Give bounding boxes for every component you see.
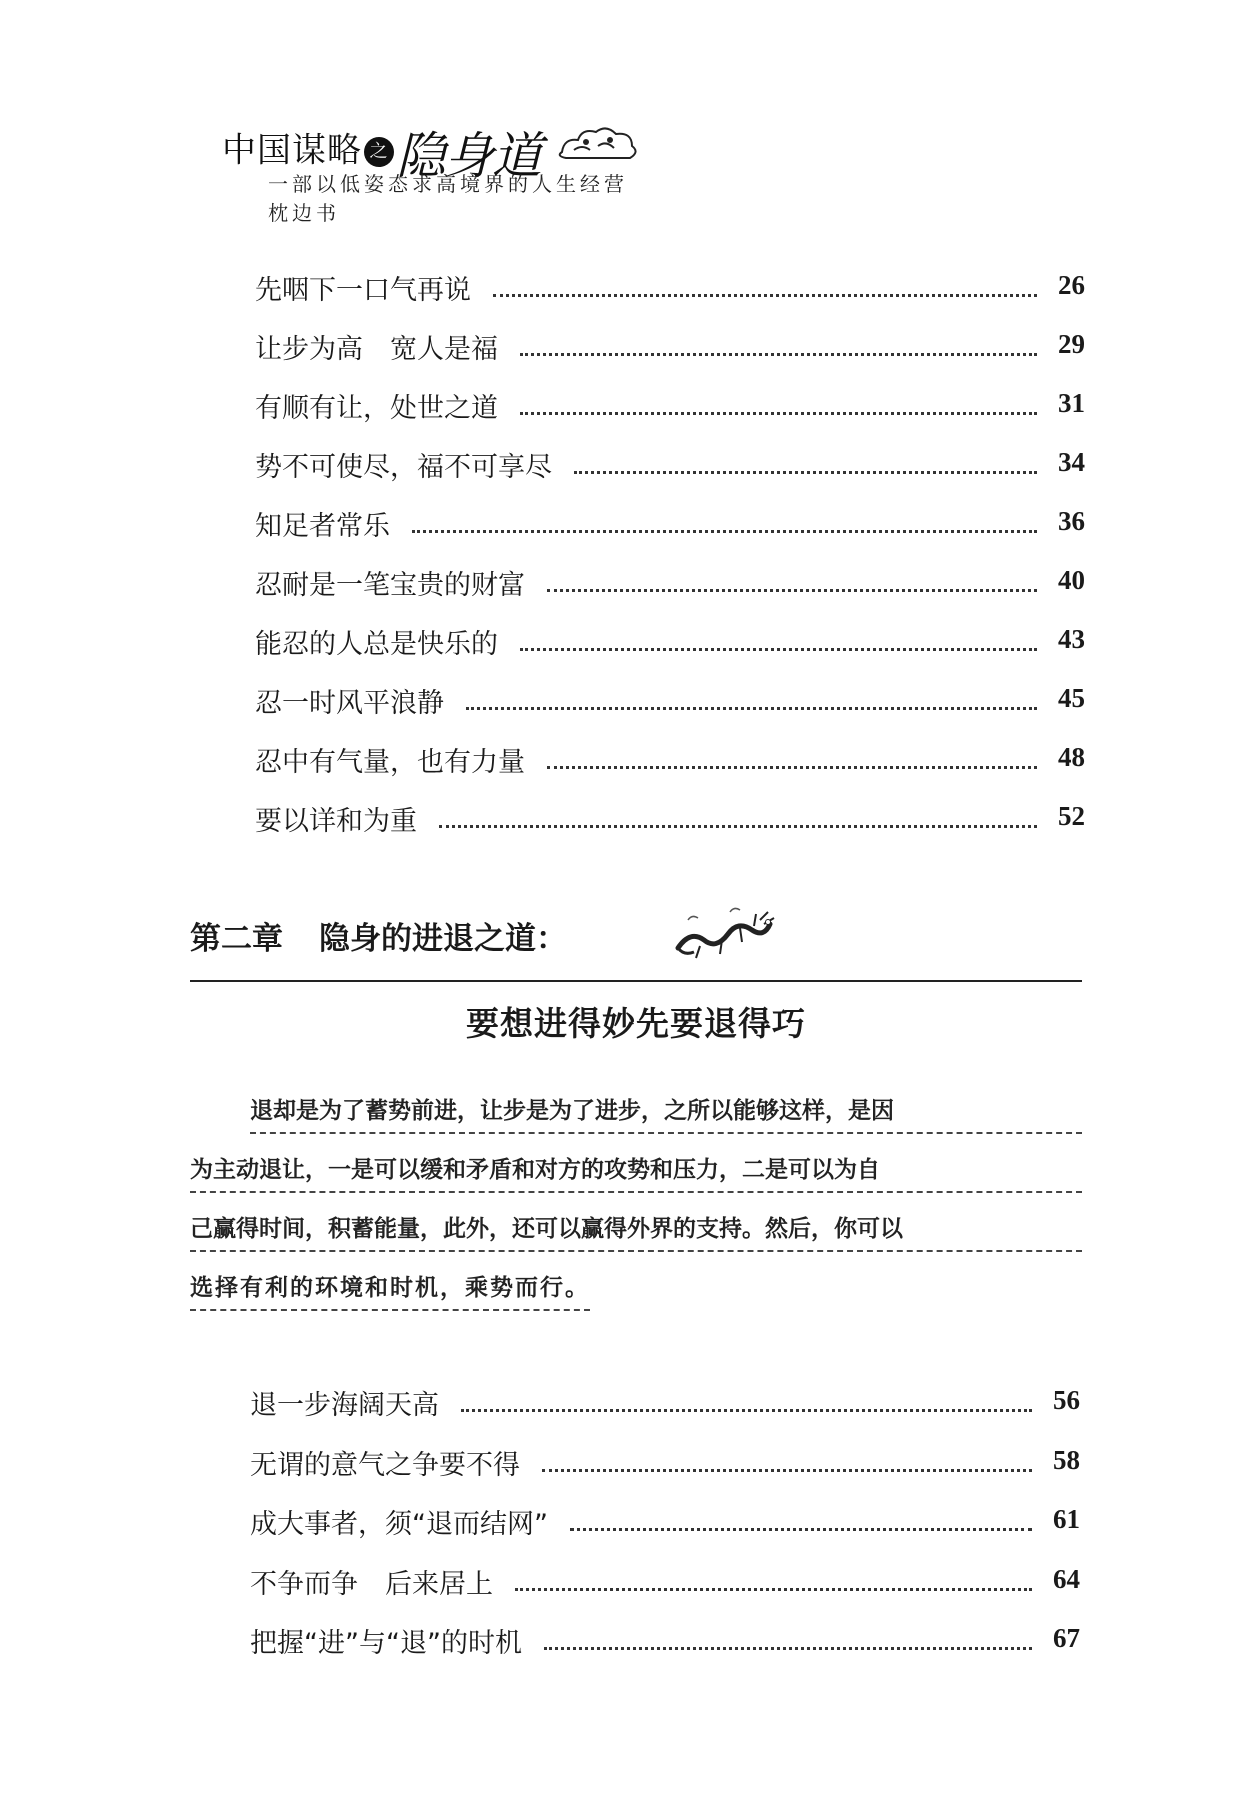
toc-leader-dots: [542, 1469, 1032, 1472]
brand-calligraphy-title: 隐身道: [396, 127, 540, 185]
toc-entry[interactable]: [0, 327, 1256, 371]
toc-entry-title: 不争而争 后来居上: [250, 1568, 493, 1600]
cloud-ornament-icon: [552, 120, 642, 170]
toc-entry[interactable]: [0, 740, 1256, 784]
series-title-text: 中国谋略: [222, 130, 362, 171]
zhi-circle-mark: 之: [364, 137, 394, 167]
toc-entry-page: 48: [1058, 742, 1085, 772]
toc-entry-page: 61: [1053, 1504, 1080, 1534]
toc-leader-dots: [547, 589, 1037, 592]
toc-entry-page: 43: [1058, 624, 1085, 654]
toc-entry-page: 67: [1053, 1623, 1080, 1653]
toc-entry[interactable]: [0, 681, 1256, 725]
toc-entry-page: 34: [1058, 447, 1085, 477]
chapter-subtitle: 要想进得妙先要退得巧: [466, 1004, 806, 1043]
toc-entry-title: 让步为高 宽人是福: [255, 334, 498, 365]
toc-leader-dots: [570, 1528, 1032, 1531]
toc-leader-dots: [544, 1647, 1032, 1650]
toc-entry-title: 忍耐是一笔宝贵的财富: [255, 570, 525, 601]
toc-entry-title: 退一步海阔天高: [250, 1390, 439, 1421]
toc-entry-title: 能忍的人总是快乐的: [255, 629, 498, 660]
toc-leader-dots: [520, 648, 1037, 651]
book-tagline: 一部以低姿态求高境界的人生经营枕边书: [268, 172, 628, 225]
intro-line: 退却是为了蓄势前进，让步是为了进步，之所以能够这样，是因: [250, 1092, 1082, 1134]
toc-entry-title: 无谓的意气之争要不得: [250, 1449, 520, 1481]
toc-entry-page: 52: [1058, 801, 1085, 831]
toc-leader-dots: [466, 707, 1037, 710]
toc-leader-dots: [520, 353, 1037, 356]
intro-line: 己赢得时间，积蓄能量，此外，还可以赢得外界的支持。然后，你可以: [190, 1210, 1082, 1252]
toc-leader-dots: [547, 766, 1037, 769]
toc-entry-title: 知足者常乐: [255, 511, 390, 542]
book-header: [222, 98, 642, 225]
toc-leader-dots: [439, 825, 1037, 828]
toc-entry-title: 先咽下一口气再说: [255, 275, 471, 306]
toc-leader-dots: [461, 1409, 1032, 1412]
toc-leader-dots: [520, 412, 1037, 415]
toc-entry-title: 忍中有气量，也有力量: [255, 747, 525, 778]
toc-leader-dots: [493, 294, 1037, 297]
toc-entry[interactable]: [0, 1562, 1256, 1606]
toc-entry-page: 31: [1058, 388, 1085, 418]
toc-entry-title: 成大事者，须“退而结网”: [250, 1509, 548, 1540]
intro-line: 为主动退让，一是可以缓和矛盾和对方的攻势和压力，二是可以为自: [190, 1151, 1082, 1193]
toc-entry[interactable]: [0, 799, 1256, 843]
toc-leader-dots: [412, 530, 1037, 533]
toc-entry-page: 40: [1058, 565, 1085, 595]
toc-entry-title: 势不可使尽，福不可享尽: [255, 452, 552, 483]
toc-entry-page: 26: [1058, 270, 1085, 300]
toc-entry-page: 36: [1058, 506, 1085, 536]
toc-leader-dots: [515, 1588, 1032, 1591]
toc-entry-page: 45: [1058, 683, 1085, 713]
intro-line: 选择有利的环境和时机，乘势而行。: [190, 1269, 590, 1311]
toc-entry[interactable]: [0, 386, 1256, 430]
toc-entry-title: 忍一时风平浪静: [255, 688, 444, 719]
toc-entry[interactable]: [0, 622, 1256, 666]
toc-entry-page: 58: [1053, 1444, 1080, 1475]
toc-entry[interactable]: [0, 504, 1256, 548]
toc-entry-title: 要以详和为重: [255, 806, 417, 837]
chapter-title: 隐身的进退之道：: [319, 921, 567, 957]
toc-leader-dots: [574, 471, 1037, 474]
chapter-heading: [190, 913, 567, 958]
toc-entry-title: 把握“进”与“退”的时机: [250, 1628, 522, 1659]
toc-entry[interactable]: [0, 445, 1256, 489]
toc-entry-title: 有顺有让，处世之道: [255, 393, 498, 424]
toc-entry[interactable]: [0, 1502, 1256, 1546]
toc-entry[interactable]: [0, 1621, 1256, 1665]
toc-entry[interactable]: [0, 1443, 1256, 1487]
toc-entry-page: 29: [1058, 329, 1085, 359]
chapter-divider: [190, 980, 1082, 982]
toc-entry[interactable]: [0, 1383, 1256, 1427]
toc-entry[interactable]: [0, 268, 1256, 312]
toc-entry-page: 56: [1053, 1385, 1080, 1415]
chapter-number: 第二章: [190, 921, 283, 957]
dragon-icon: [670, 900, 780, 970]
toc-entry[interactable]: [0, 563, 1256, 607]
toc-entry-page: 64: [1053, 1563, 1080, 1594]
